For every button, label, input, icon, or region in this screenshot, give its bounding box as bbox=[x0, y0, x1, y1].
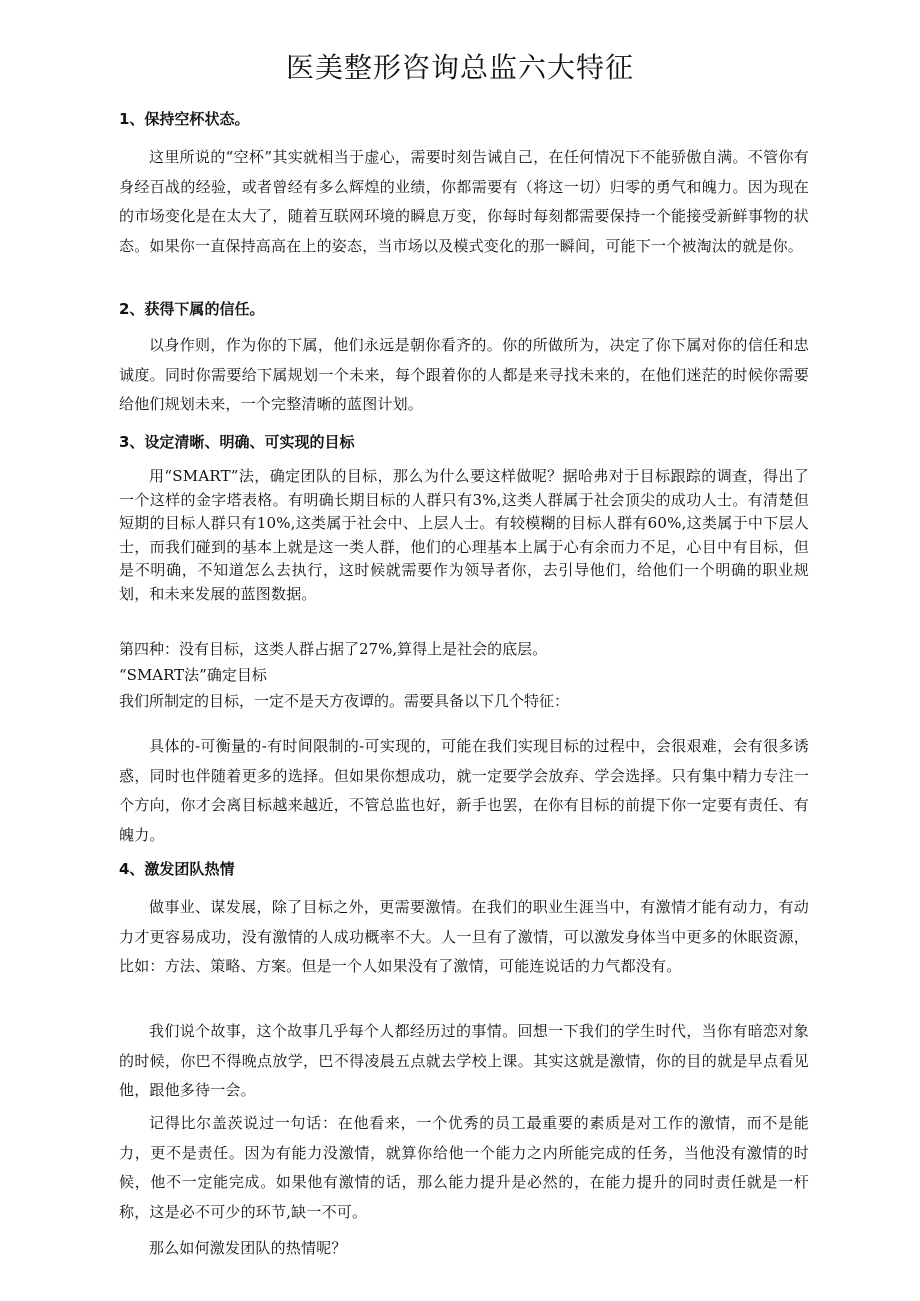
section-3-line-goal-features: 我们所制定的目标，一定不是天方夜谭的。需要具备以下几个特征： bbox=[119, 692, 570, 710]
document-title: 医美整形咨询总监六大特征 bbox=[285, 51, 634, 84]
section-2-paragraph-1: 以身作则，作为你的下属，他们永远是朝你看齐的。你的所做所为，决定了你下属对你的信任和忠诚度。同时你需要给下属规划一个未来，每个跟着你的人都是来寻找未来的，在他们迷茫的时候你需要给他们规划未来，一个完整清晰的蓝图计划。 bbox=[119, 336, 809, 414]
section-4-paragraph-2: 我们说个故事，这个故事几乎每个人都经历过的事情。回想一下我们的学生时代，当你有暗恋对象的时候，你巴不得晚点放学，巴不得凌晨五点就去学校上课。其实这就是激情，你的目的就是早点看见他，跟他多待一会。 bbox=[119, 1022, 809, 1100]
section-3-paragraph-1: 用“SMART”法，确定团队的目标，那么为什么要这样做呢？据哈弗对于目标跟踪的调查，得出了一个这样的金字塔表格。有明确长期目标的人群只有3%,这类人群属于社会顶尖的成功人士。有清楚但短期的目标人群只有10%,这类属于社会中、上层人士。有较模糊的目标人群有60%,这类属于中下层人士，而我们碰到的基本上就是这一类人群，他们的心理基本上属于心有余而力不足，心目中有目标，但是不明确，不知道怎么去执行，这时候就需要作为领导者你，去引导他们，给他们一个明确的职业规划，和未来发展的蓝图数据。 bbox=[119, 467, 809, 603]
section-3-closing-paragraph: 具体的-可衡量的-有时间限制的-可实现的，可能在我们实现目标的过程中，会很艰难，会有很多诱惑，同时也伴随着更多的选择。但如果你想成功，就一定要学会放弃、学会选择。只有集中精力专注一个方向，你才会离目标越来越近，不管总监也好，新手也罢，在你有目标的前提下你一定要有责任、有魄力。 bbox=[119, 737, 809, 844]
section-4-paragraph-3: 记得比尔盖茨说过一句话：在他看来，一个优秀的员工最重要的素质是对工作的激情，而不是能力，更不是责任。因为有能力没激情，就算你给他一个能力之内所能完成的任务，当他没有激情的时候，他不一定能完成。如果他有激情的话，那么能力提升是必然的，在能力提升的同时责任就是一杆称，这是必不可少的环节,缺一不可。 bbox=[119, 1114, 809, 1221]
section-3-line-fourth-type: 第四种：没有目标，这类人群占据了27%,算得上是社会的底层。 bbox=[119, 640, 548, 658]
section-3-heading: 3、设定清晰、明确、可实现的目标 bbox=[119, 433, 355, 451]
section-2-heading: 2、获得下属的信任。 bbox=[119, 300, 265, 318]
section-4-heading: 4、激发团队热情 bbox=[119, 860, 235, 878]
section-3-line-smart-title: “SMART法”确定目标 bbox=[119, 666, 267, 684]
section-4-paragraph-1: 做事业、谋发展，除了目标之外，更需要激情。在我们的职业生涯当中，有激情才能有动力，有动力才更容易成功，没有激情的人成功概率不大。人一旦有了激情，可以激发身体当中更多的休眠资源，比如：方法、策略、方案。但是一个人如果没有了激情，可能连说话的力气都没有。 bbox=[119, 898, 809, 976]
section-4-paragraph-4: 那么如何激发团队的热情呢？ bbox=[149, 1239, 347, 1257]
section-1-paragraph-1: 这里所说的“空杯”其实就相当于虚心，需要时刻告诫自己，在任何情况下不能骄傲自满。不管你有身经百战的经验，或者曾经有多么辉煌的业绩，你都需要有（将这一切）归零的勇气和魄力。因为现在的市场变化是在太大了，随着互联网环境的瞬息万变，你每时每刻都需要保持一个能接受新鲜事物的状态。如果你一直保持高高在上的姿态，当市场以及模式变化的那一瞬间，可能下一个被淘汰的就是你。 bbox=[119, 148, 809, 255]
section-1-heading: 1、保持空杯状态。 bbox=[119, 110, 250, 128]
